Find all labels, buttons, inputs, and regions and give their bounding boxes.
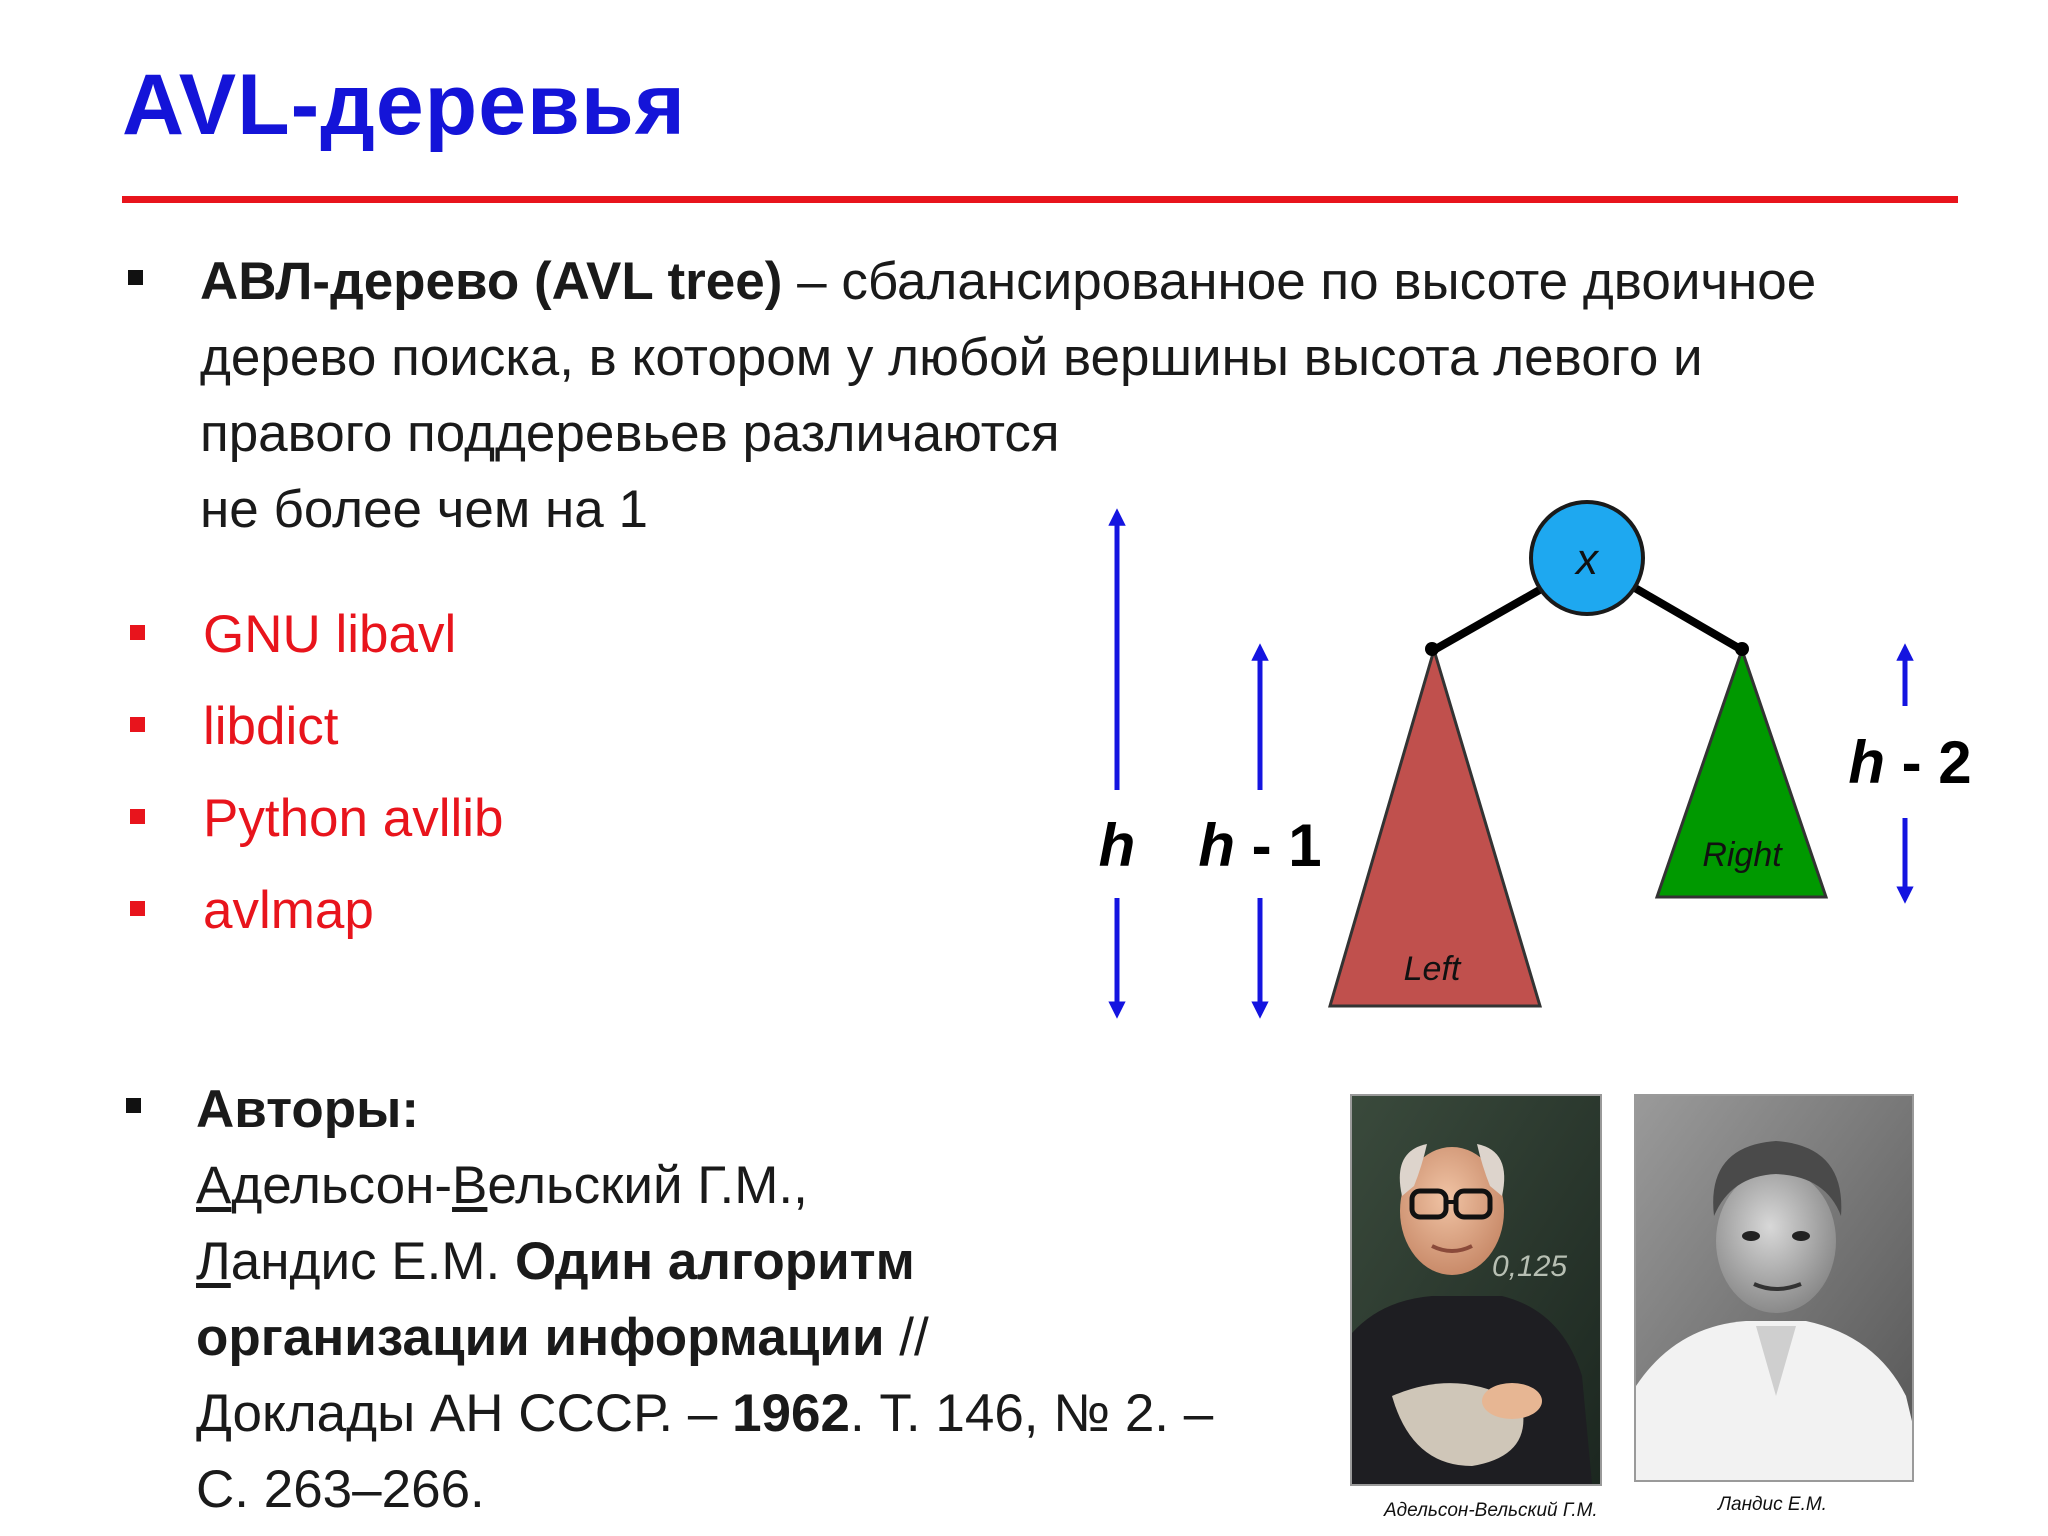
library-item: libdict (203, 697, 339, 756)
root-node-label: x (1576, 535, 1598, 584)
height-h-minus-1-label: h - 1 (1198, 812, 1322, 879)
author-1: Адельсон-Вельский Г.М., (196, 1156, 808, 1215)
publication-year: 1962 (732, 1384, 850, 1443)
svg-text:0,125: 0,125 (1492, 1250, 1568, 1283)
height-h-minus-2-label: h - 2 (1848, 729, 1972, 796)
left-edge (1434, 588, 1543, 650)
library-bullet (130, 717, 145, 732)
library-bullet (130, 901, 145, 916)
caption-landis: Ландис Е.М. (1718, 1494, 1827, 1515)
photo-landis (1634, 1094, 1914, 1482)
left-joint-dot (1425, 642, 1439, 656)
right-subtree-label: Right (1702, 836, 1782, 874)
photo-adelson-velsky (1350, 1094, 1602, 1486)
library-item: avlmap (203, 881, 374, 940)
library-item: Python avllib (203, 789, 504, 848)
left-subtree-label: Left (1403, 950, 1461, 988)
caption-adelson-velsky: Адельсон-Вельский Г.М. (1384, 1500, 1598, 1521)
height-h-label: h (1098, 812, 1136, 879)
definition-line-2: дерево поиска, в котором у любой вершины высота левого и (200, 328, 1703, 387)
title-divider (122, 196, 1958, 203)
portrait-image (1352, 1096, 1600, 1484)
authors-bullet (126, 1098, 141, 1113)
definition-line-1: АВЛ-дерево (AVL tree) – сбалансированное по высоте двоичное (200, 252, 1817, 311)
library-item: GNU libavl (203, 605, 457, 664)
right-joint-dot (1735, 642, 1749, 656)
right-edge (1635, 588, 1742, 650)
portrait-image (1636, 1096, 1912, 1480)
publication-pages: С. 263–266. (196, 1460, 485, 1519)
author-2: Ландис Е.М. Один алгоритм (196, 1232, 915, 1291)
definition-term: АВЛ-дерево (AVL tree) (200, 252, 783, 311)
work-title: Один алгоритм (514, 1232, 915, 1291)
slide-title: AVL-деревья (122, 57, 686, 153)
definition-line-4: не более чем на 1 (200, 480, 648, 539)
authors-heading: Авторы: (196, 1080, 420, 1139)
definition-bullet (128, 270, 143, 285)
library-bullet (130, 625, 145, 640)
authors-paragraph (196, 1072, 1336, 1528)
work-title-line-2: организации информации // (196, 1308, 929, 1367)
library-bullet (130, 809, 145, 824)
publication: Доклады АН СССР. – 1962. Т. 146, № 2. – (196, 1384, 1214, 1443)
definition-line-3: правого поддеревьев различаются (200, 404, 1060, 463)
avl-tree-diagram (1040, 480, 2030, 1040)
